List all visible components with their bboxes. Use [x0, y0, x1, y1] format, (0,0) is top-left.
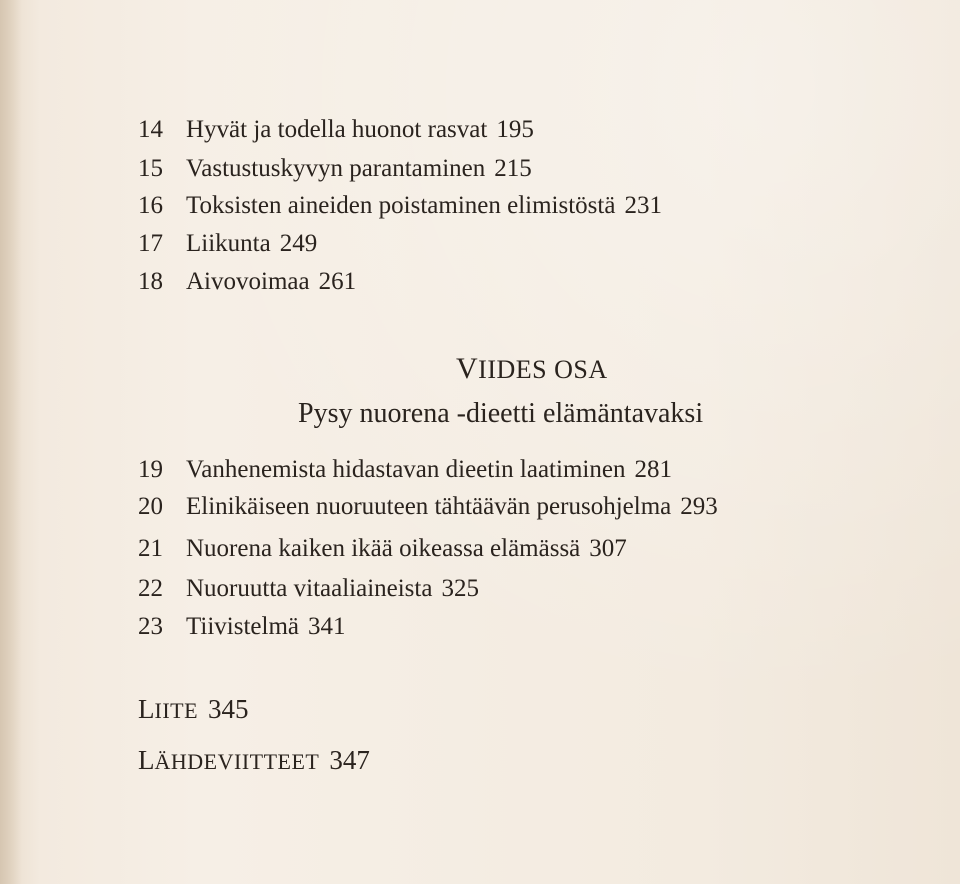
page-number: 261: [318, 268, 357, 295]
toc-entry-19: [138, 455, 672, 485]
chapter-number: 18: [138, 268, 163, 295]
chapter-number: 19: [138, 456, 163, 483]
part-subtitle: Pysy nuorena -dieetti elämäntavaksi: [298, 398, 704, 429]
appendix-initial: L: [138, 694, 155, 724]
chapter-number: 21: [138, 535, 163, 562]
page-number: 325: [441, 575, 479, 602]
part-heading-rest: IIDES OSA: [478, 355, 608, 384]
chapter-title: Vastustuskyvyn parantaminen: [186, 155, 486, 182]
toc-appendix: [138, 694, 249, 725]
chapter-number: 23: [138, 613, 163, 640]
toc-entry-23: [138, 612, 346, 642]
page-number: 231: [624, 192, 662, 219]
page-number: 281: [634, 456, 672, 483]
toc-entry-21: [138, 534, 627, 564]
page-number: 249: [279, 230, 318, 257]
chapter-number: 15: [138, 155, 163, 182]
chapter-number: 20: [138, 493, 163, 520]
page-number: 215: [494, 155, 532, 182]
toc-entry-22: [138, 574, 479, 604]
page-number: 345: [208, 694, 249, 724]
appendix-title-rest: IITE: [154, 698, 199, 723]
chapter-title: Nuorena kaiken ikää oikeassa elämässä: [186, 535, 581, 562]
page-number: 341: [308, 613, 346, 640]
chapter-title: Tiivistelmä: [186, 613, 299, 640]
page-gutter-shadow: [0, 0, 22, 884]
chapter-title: Nuoruutta vitaaliaineista: [186, 575, 433, 602]
chapter-title: Toksisten aineiden poistaminen elimistöstä: [186, 192, 616, 219]
part-heading-initial: V: [456, 352, 479, 385]
toc-entry-15: [138, 154, 532, 184]
page-number: 293: [680, 493, 718, 520]
chapter-number: 14: [138, 116, 163, 143]
chapter-title: Liikunta: [186, 230, 271, 257]
toc-entry-20: [138, 492, 718, 522]
toc-entry-14: [138, 115, 534, 145]
chapter-title: Vanhenemista hidastavan dieetin laatiminen: [186, 456, 626, 483]
chapter-number: 17: [138, 230, 163, 257]
toc-entry-18: [138, 267, 356, 297]
toc-entry-16: [138, 191, 662, 221]
chapter-title: Aivovoimaa: [186, 268, 310, 295]
chapter-number: 22: [138, 575, 163, 602]
chapter-title: Hyvät ja todella huonot rasvat: [186, 116, 488, 143]
toc-entry-17: [138, 229, 317, 259]
page-number: 307: [589, 535, 627, 562]
references-initial: L: [138, 745, 155, 775]
part-heading: [456, 352, 608, 386]
chapter-title: Elinikäiseen nuoruuteen tähtäävän perusohjelma: [186, 493, 672, 520]
toc-references: [138, 745, 370, 776]
references-title-rest: ÄHDEVIITTEET: [154, 749, 320, 774]
chapter-number: 16: [138, 192, 163, 219]
page-number: 195: [496, 116, 534, 143]
page-number: 347: [329, 745, 370, 775]
